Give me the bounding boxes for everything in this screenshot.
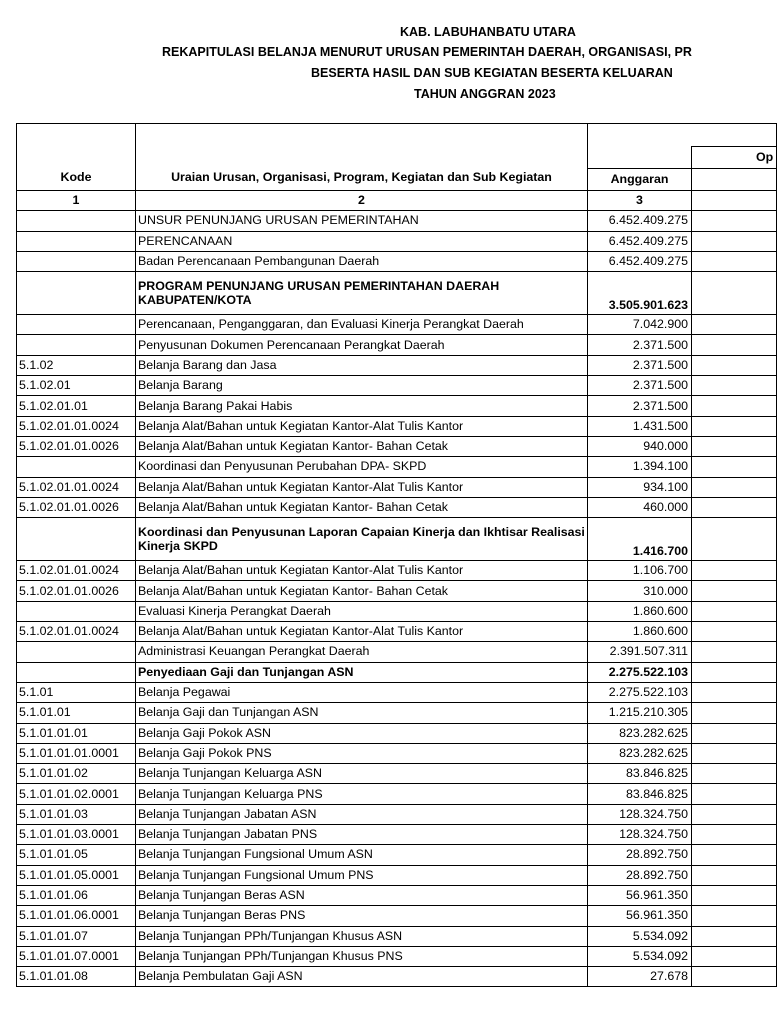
table-row: [17, 946, 777, 966]
row-anggaran: 940.000: [588, 436, 692, 456]
row-anggaran: 1.431.500: [588, 416, 692, 436]
table-row: [17, 211, 777, 231]
row-kode: 5.1.02.01.01: [17, 396, 136, 416]
row-kode: 5.1.01.01.03.0001: [17, 825, 136, 845]
row-anggaran: 128.324.750: [588, 804, 692, 824]
row-anggaran: 5.534.092: [588, 926, 692, 946]
row-anggaran: 310.000: [588, 581, 692, 601]
row-kode: 5.1.01.01.05: [17, 845, 136, 865]
table-row: [17, 743, 777, 763]
table-row: [17, 967, 777, 987]
table-row: [17, 845, 777, 865]
row-next-column: [692, 682, 777, 702]
row-uraian: Administrasi Keuangan Perangkat Daerah: [136, 642, 588, 662]
table-row: [17, 804, 777, 824]
row-next-column: [692, 251, 777, 271]
row-next-column: [692, 804, 777, 824]
row-uraian: Belanja Gaji Pokok PNS: [136, 743, 588, 763]
row-uraian: Badan Perencanaan Pembangunan Daerah: [136, 251, 588, 271]
table-row: [17, 376, 777, 396]
row-anggaran: 823.282.625: [588, 723, 692, 743]
uraian-header-label: Uraian Urusan, Organisasi, Program, Kegiatan dan Sub Kegiatan: [171, 170, 552, 184]
row-uraian: Belanja Tunjangan PPh/Tunjangan Khusus ASN: [136, 926, 588, 946]
row-kode: [17, 231, 136, 251]
column-number-anggaran: 3: [588, 191, 692, 211]
row-anggaran: 56.961.350: [588, 906, 692, 926]
row-next-column: [692, 825, 777, 845]
row-next-column: [692, 436, 777, 456]
row-kode: 5.1.01.01.06: [17, 885, 136, 905]
column-header-group: [692, 146, 777, 169]
table-row: [17, 622, 777, 642]
row-kode: 5.1.02: [17, 355, 136, 375]
table-row: [17, 662, 777, 682]
row-kode: 5.1.02.01.01.0024: [17, 477, 136, 497]
row-next-column: [692, 845, 777, 865]
row-anggaran: 6.452.409.275: [588, 211, 692, 231]
row-uraian: Belanja Barang: [136, 376, 588, 396]
row-uraian: Belanja Pegawai: [136, 682, 588, 702]
row-uraian: Belanja Alat/Bahan untuk Kegiatan Kantor- Bahan Cetak: [136, 436, 588, 456]
row-next-column: [692, 703, 777, 723]
row-next-column: [692, 601, 777, 621]
row-anggaran: 1.106.700: [588, 561, 692, 581]
row-anggaran: 1.394.100: [588, 457, 692, 477]
row-anggaran: 934.100: [588, 477, 692, 497]
row-next-column: [692, 272, 777, 315]
header-year: TAHUN ANGGRAN 2023: [414, 87, 556, 101]
table-row: [17, 396, 777, 416]
row-kode: [17, 601, 136, 621]
row-kode: [17, 662, 136, 682]
column-header-next: [692, 169, 777, 191]
row-uraian: PERENCANAAN: [136, 231, 588, 251]
column-header-group-left: [588, 146, 692, 169]
row-kode: 5.1.02.01: [17, 376, 136, 396]
row-anggaran: 1.215.210.305: [588, 703, 692, 723]
row-uraian: Belanja Tunjangan Keluarga PNS: [136, 784, 588, 804]
row-kode: [17, 315, 136, 335]
row-uraian: Belanja Barang Pakai Habis: [136, 396, 588, 416]
row-next-column: [692, 396, 777, 416]
table-row: [17, 497, 777, 517]
row-uraian: Penyusunan Dokumen Perencanaan Perangkat Daerah: [136, 335, 588, 355]
row-kode: 5.1.02.01.01.0026: [17, 497, 136, 517]
row-uraian: Belanja Alat/Bahan untuk Kegiatan Kantor-Alat Tulis Kantor: [136, 561, 588, 581]
row-next-column: [692, 743, 777, 763]
column-header-anggaran: [588, 169, 692, 191]
kode-header-label: Kode: [60, 170, 92, 184]
row-uraian: Belanja Gaji Pokok ASN: [136, 723, 588, 743]
table-row: [17, 436, 777, 456]
table-row: [17, 885, 777, 905]
table-row: [17, 784, 777, 804]
table-body: [17, 211, 777, 987]
row-uraian: Belanja Tunjangan Fungsional Umum PNS: [136, 865, 588, 885]
table-row: [17, 518, 777, 561]
column-header-kode: [17, 124, 136, 191]
row-kode: 5.1.02.01.01.0024: [17, 622, 136, 642]
table-row: [17, 251, 777, 271]
column-number-uraian: 2: [136, 191, 588, 211]
row-next-column: [692, 477, 777, 497]
anggaran-header-label: Anggaran: [610, 172, 669, 187]
table-row: [17, 601, 777, 621]
row-anggaran: 2.275.522.103: [588, 682, 692, 702]
row-uraian: Belanja Pembulatan Gaji ASN: [136, 967, 588, 987]
row-uraian: Belanja Alat/Bahan untuk Kegiatan Kantor-Alat Tulis Kantor: [136, 477, 588, 497]
row-kode: [17, 518, 136, 561]
table-row: [17, 581, 777, 601]
row-uraian: Belanja Alat/Bahan untuk Kegiatan Kantor-Alat Tulis Kantor: [136, 622, 588, 642]
table-row: [17, 642, 777, 662]
header-region: KAB. LABUHANBATU UTARA: [400, 25, 576, 39]
table-row: [17, 764, 777, 784]
row-kode: 5.1.01.01.07: [17, 926, 136, 946]
row-kode: 5.1.01.01.07.0001: [17, 946, 136, 966]
table-row: [17, 865, 777, 885]
row-next-column: [692, 518, 777, 561]
row-kode: 5.1.02.01.01.0026: [17, 436, 136, 456]
report-table-viewport: [16, 123, 774, 984]
row-uraian: Koordinasi dan Penyusunan Perubahan DPA- SKPD: [136, 457, 588, 477]
row-kode: 5.1.01.01.01: [17, 723, 136, 743]
row-anggaran: 1.416.700: [588, 518, 692, 561]
row-kode: [17, 272, 136, 315]
row-next-column: [692, 906, 777, 926]
row-uraian: Koordinasi dan Penyusunan Laporan Capaian Kinerja dan Ikhtisar Realisasi Kinerja SKPD: [136, 518, 588, 561]
row-anggaran: 2.391.507.311: [588, 642, 692, 662]
row-anggaran: 83.846.825: [588, 784, 692, 804]
row-uraian: Belanja Alat/Bahan untuk Kegiatan Kantor- Bahan Cetak: [136, 581, 588, 601]
row-kode: [17, 457, 136, 477]
table-row: [17, 926, 777, 946]
table-row: [17, 416, 777, 436]
row-anggaran: 7.042.900: [588, 315, 692, 335]
column-header-top-spacer: [588, 124, 777, 147]
row-next-column: [692, 457, 777, 477]
column-number-kode: 1: [17, 191, 136, 211]
row-uraian: Belanja Tunjangan Jabatan ASN: [136, 804, 588, 824]
row-next-column: [692, 642, 777, 662]
row-next-column: [692, 926, 777, 946]
row-next-column: [692, 885, 777, 905]
row-kode: [17, 335, 136, 355]
row-kode: 5.1.02.01.01.0024: [17, 561, 136, 581]
row-next-column: [692, 335, 777, 355]
table-row: [17, 561, 777, 581]
row-uraian: Perencanaan, Penganggaran, dan Evaluasi Kinerja Perangkat Daerah: [136, 315, 588, 335]
row-kode: 5.1.01.01.01.0001: [17, 743, 136, 763]
row-uraian: Belanja Tunjangan Beras PNS: [136, 906, 588, 926]
table-row: [17, 682, 777, 702]
row-uraian: Penyediaan Gaji dan Tunjangan ASN: [136, 662, 588, 682]
row-anggaran: 3.505.901.623: [588, 272, 692, 315]
table-row: [17, 477, 777, 497]
row-anggaran: 823.282.625: [588, 743, 692, 763]
row-next-column: [692, 315, 777, 335]
row-next-column: [692, 211, 777, 231]
row-uraian: Belanja Tunjangan Jabatan PNS: [136, 825, 588, 845]
row-kode: 5.1.02.01.01.0024: [17, 416, 136, 436]
column-header-uraian: [136, 124, 588, 191]
table-row: [17, 825, 777, 845]
row-next-column: [692, 376, 777, 396]
row-anggaran: 28.892.750: [588, 845, 692, 865]
row-uraian: Belanja Gaji dan Tunjangan ASN: [136, 703, 588, 723]
column-number-next: [692, 191, 777, 211]
row-uraian: Evaluasi Kinerja Perangkat Daerah: [136, 601, 588, 621]
row-kode: 5.1.01.01.02: [17, 764, 136, 784]
row-kode: 5.1.01.01.08: [17, 967, 136, 987]
row-next-column: [692, 355, 777, 375]
row-kode: 5.1.01: [17, 682, 136, 702]
row-anggaran: 2.371.500: [588, 396, 692, 416]
row-kode: [17, 251, 136, 271]
row-uraian: Belanja Tunjangan Fungsional Umum ASN: [136, 845, 588, 865]
row-anggaran: 1.860.600: [588, 601, 692, 621]
table-row: [17, 457, 777, 477]
row-uraian: Belanja Barang dan Jasa: [136, 355, 588, 375]
row-next-column: [692, 561, 777, 581]
group-header-label: Op: [756, 149, 774, 164]
row-next-column: [692, 865, 777, 885]
row-anggaran: 2.371.500: [588, 355, 692, 375]
row-uraian: UNSUR PENUNJANG URUSAN PEMERINTAHAN: [136, 211, 588, 231]
row-uraian: Belanja Alat/Bahan untuk Kegiatan Kantor- Bahan Cetak: [136, 497, 588, 517]
row-anggaran: 27.678: [588, 967, 692, 987]
table-row: [17, 335, 777, 355]
row-uraian: Belanja Tunjangan Keluarga ASN: [136, 764, 588, 784]
row-anggaran: 56.961.350: [588, 885, 692, 905]
row-kode: [17, 211, 136, 231]
table-row: [17, 272, 777, 315]
table-row: [17, 906, 777, 926]
report-header: [0, 22, 768, 112]
row-anggaran: 128.324.750: [588, 825, 692, 845]
table-row: [17, 723, 777, 743]
row-kode: [17, 642, 136, 662]
row-anggaran: 2.371.500: [588, 335, 692, 355]
row-anggaran: 1.860.600: [588, 622, 692, 642]
row-uraian: Belanja Tunjangan Beras ASN: [136, 885, 588, 905]
row-anggaran: 6.452.409.275: [588, 251, 692, 271]
row-anggaran: 460.000: [588, 497, 692, 517]
row-next-column: [692, 416, 777, 436]
row-kode: 5.1.01.01.06.0001: [17, 906, 136, 926]
table-row: [17, 703, 777, 723]
row-anggaran: 5.534.092: [588, 946, 692, 966]
row-next-column: [692, 622, 777, 642]
report-table: [16, 123, 777, 987]
row-anggaran: 6.452.409.275: [588, 231, 692, 251]
row-next-column: [692, 662, 777, 682]
row-uraian: Belanja Tunjangan PPh/Tunjangan Khusus PNS: [136, 946, 588, 966]
row-next-column: [692, 497, 777, 517]
row-kode: 5.1.01.01.05.0001: [17, 865, 136, 885]
table-row: [17, 315, 777, 335]
row-next-column: [692, 784, 777, 804]
row-anggaran: 2.275.522.103: [588, 662, 692, 682]
row-next-column: [692, 723, 777, 743]
header-title: REKAPITULASI BELANJA MENURUT URUSAN PEMERINTAH DAERAH, ORGANISASI, PR: [162, 45, 692, 59]
row-uraian: Belanja Alat/Bahan untuk Kegiatan Kantor-Alat Tulis Kantor: [136, 416, 588, 436]
row-next-column: [692, 764, 777, 784]
row-next-column: [692, 581, 777, 601]
row-uraian: PROGRAM PENUNJANG URUSAN PEMERINTAHAN DAERAH KABUPATEN/KOTA: [136, 272, 588, 315]
row-kode: 5.1.01.01.02.0001: [17, 784, 136, 804]
row-kode: 5.1.01.01.03: [17, 804, 136, 824]
row-kode: 5.1.02.01.01.0026: [17, 581, 136, 601]
row-anggaran: 83.846.825: [588, 764, 692, 784]
row-next-column: [692, 946, 777, 966]
table-row: [17, 355, 777, 375]
row-anggaran: 2.371.500: [588, 376, 692, 396]
row-next-column: [692, 967, 777, 987]
table-row: [17, 231, 777, 251]
row-anggaran: 28.892.750: [588, 865, 692, 885]
row-next-column: [692, 231, 777, 251]
header-subtitle: BESERTA HASIL DAN SUB KEGIATAN BESERTA KELUARAN: [311, 66, 673, 80]
row-kode: 5.1.01.01: [17, 703, 136, 723]
